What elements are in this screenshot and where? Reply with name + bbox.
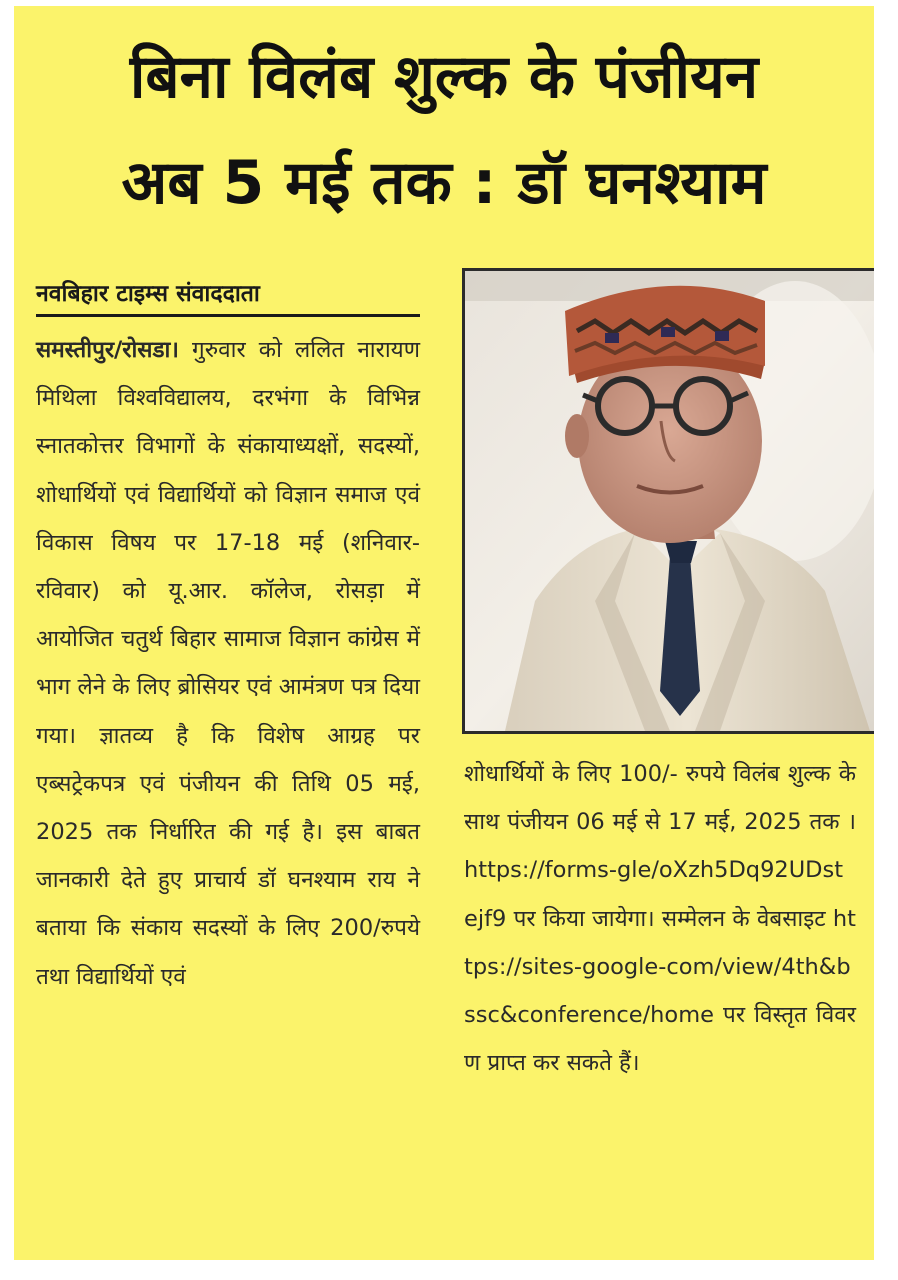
article-body-right-column: शोधार्थियों के लिए 100/- रुपये विलंब शुल्क के साथ पंजीयन 06 मई से 17 मई, 2025 तक । https://forms-gle/oXzh5Dq92UDstejf9 पर किया जायेगा। सम्मेलन के वेबसाइट https://sites-google-com/view/4th&bssc&conference/home पर विस्तृत विवरण प्राप्त कर सकते हैं। (464, 761, 856, 1077)
byline: नवबिहार टाइम्स संवाददाता (36, 274, 420, 317)
headline-line-2: अब 5 मई तक : डॉ घनश्याम (121, 148, 767, 218)
article-body-left-text: गुरुवार को ललित नारायण मिथिला विश्वविद्यालय, दरभंगा के विभिन्न स्नातकोत्तर विभागों के संकायाध्यक्षों, सदस्यों, शोधार्थियों एवं विद्यार्थियों को विज्ञान समाज एवं विकास विषय पर 17-18 मई (शनिवार-रविवार) को यू.आर. कॉलेज, रोसड़ा में आयोजित चतुर्थ बिहार सामाज विज्ञान कांग्रेस में भाग लेने के लिए ब्रोसियर एवं आमंत्रण पत्र दिया गया। ज्ञातव्य है कि विशेष आग्रह पर एब्सट्रेकपत्र एवं पंजीयन की तिथि 05 मई, 2025 तक निर्धारित की गई है। इस बाबत जानकारी देते हुए प्राचार्य डॉ घनश्याम राय ने बताया कि संकाय सदस्यों के लिए 200/रुपये तथा विद्यार्थियों एवं (36, 337, 420, 990)
headline (14, 24, 874, 236)
portrait-photo-illustration (465, 271, 874, 731)
article-body-left-column (36, 326, 420, 1001)
headline-line-1: बिना विलंब शुल्क के पंजीयन (129, 42, 759, 112)
portrait-photo (462, 268, 874, 734)
dateline: समस्तीपुर/रोसडा। (36, 337, 179, 363)
newspaper-clipping (14, 6, 874, 1260)
